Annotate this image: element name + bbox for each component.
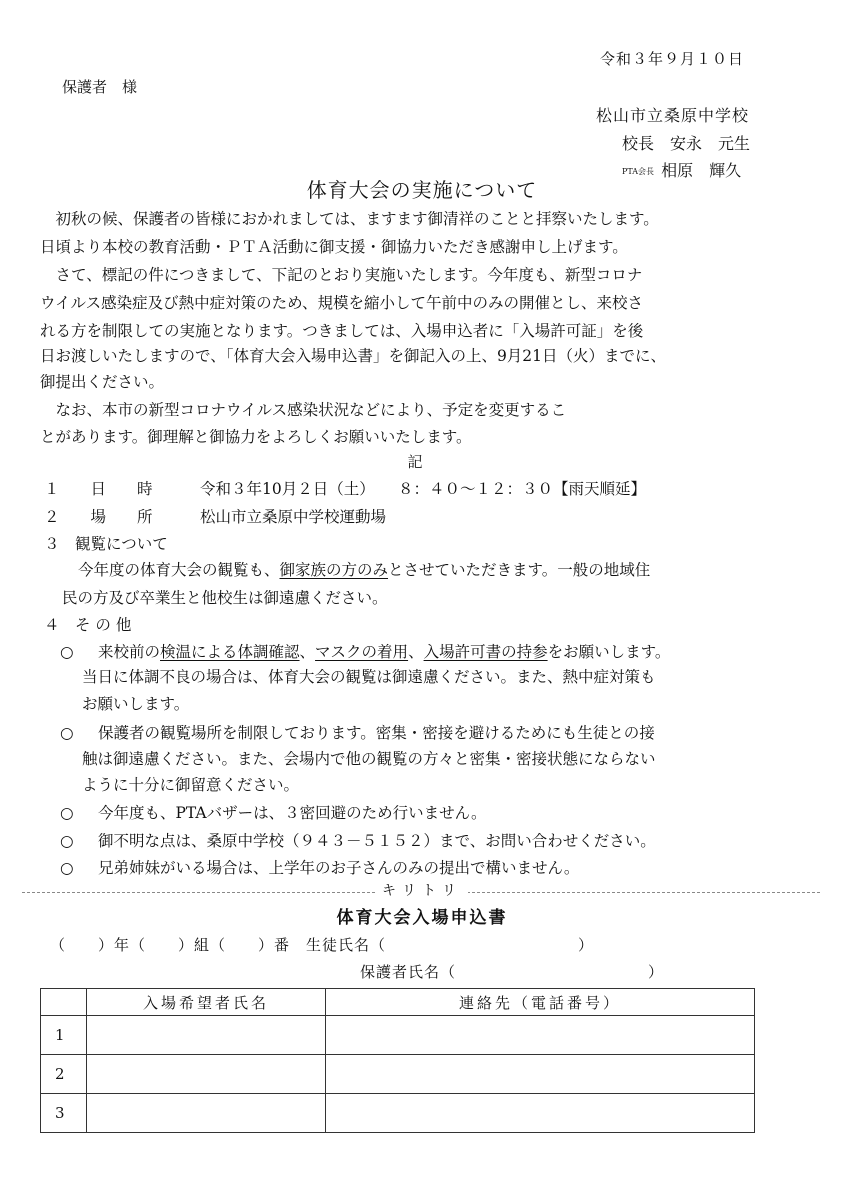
- body-line: 初秋の候、保護者の皆様におかれましては、ますます御清祥のことと拝察いたします。: [40, 210, 659, 228]
- student-info-line: （ ）年（ ）組（ ）番 生徒氏名（ ）: [50, 936, 595, 954]
- item3-line2: 民の方及び卒業生と他校生は御遠慮ください。: [62, 589, 388, 607]
- principal-name: 校長 安永 元生: [622, 134, 751, 153]
- form-title: 体育大会入場申込書: [336, 908, 508, 928]
- pta-label: PTA会長: [622, 167, 655, 176]
- body-line: さて、標記の件につきまして、下記のとおり実施いたします。今年度も、新型コロナ: [40, 266, 643, 284]
- bullet-icon: ○: [60, 859, 74, 877]
- bullet3: 今年度も、PTAバザーは、３密回避のため行いません。: [98, 804, 487, 822]
- contact-cell[interactable]: [326, 1016, 755, 1055]
- bullet-icon: ○: [60, 724, 74, 742]
- body-line: 日お渡しいたしますので、「体育大会入場申込書」を御記入の上、9月21日（火）までに、: [40, 347, 667, 365]
- guardian-name-line: 保護者氏名（ ）: [360, 963, 665, 981]
- table-header-contact: 連絡先（電話番号）: [326, 989, 755, 1016]
- item3-underlined: 御家族の方のみ: [279, 561, 389, 579]
- body-line: とがあります。御理解と御協力をよろしくお願いいたします。: [40, 428, 472, 446]
- bullet1-text: 、: [299, 643, 316, 661]
- item1-value: 令和３年10月２日（土） ８：４０～１２：３０【雨天順延】: [200, 480, 646, 498]
- table-row: [41, 1094, 755, 1133]
- bullet-icon: ○: [60, 643, 74, 661]
- table-row: [41, 1055, 755, 1094]
- item3-line1: [78, 563, 650, 579]
- bullet1-underlined: 入場許可書の持参: [423, 643, 548, 661]
- item3-text: 今年度の体育大会の観覧も、: [78, 561, 280, 579]
- bullet2-line1: 保護者の観覧場所を制限しております。密集・密接を避けるためにも生徒との接: [98, 724, 655, 742]
- table-header-row: [41, 989, 755, 1016]
- table-row: [41, 1016, 755, 1055]
- ki-heading: 記: [407, 453, 423, 471]
- recipient: 保護者 様: [62, 78, 138, 96]
- cut-label-text: キリトリ: [376, 883, 468, 899]
- bullet1-text: 来校前の: [98, 643, 161, 661]
- table-header-blank: [41, 989, 87, 1016]
- bullet1-underlined: 検温による体調確認: [160, 643, 300, 661]
- pta-name: 相原 輝久: [661, 161, 742, 180]
- application-table: [40, 988, 755, 1133]
- name-cell[interactable]: [87, 1094, 326, 1133]
- row-number: 3: [41, 1094, 87, 1133]
- bullet1-text: 、: [408, 643, 424, 661]
- name-cell[interactable]: [87, 1055, 326, 1094]
- item2-value: 松山市立桑原中学校運動場: [200, 508, 387, 526]
- bullet2-line2: 触は御遠慮ください。また、会場内で他の観覧の方々と密集・密接状態にならない: [82, 750, 656, 768]
- bullet5: 兄弟姉妹がいる場合は、上学年のお子さんのみの提出で構いません。: [98, 859, 580, 877]
- row-number: 2: [41, 1055, 87, 1094]
- bullet1-underlined: マスクの着用: [315, 643, 409, 661]
- body-line: ウイルス感染症及び熱中症対策のため、規模を縮小して午前中のみの開催とし、来校さ: [40, 294, 643, 312]
- bullet4: 御不明な点は、桑原中学校（９４３－５１５２）まで、お問い合わせください。: [98, 832, 656, 850]
- name-cell[interactable]: [87, 1016, 326, 1055]
- contact-cell[interactable]: [326, 1055, 755, 1094]
- page-title: 体育大会の実施について: [306, 178, 538, 202]
- table-header-name: 入場希望者氏名: [87, 989, 326, 1016]
- item3-label: ３ 観覧について: [44, 535, 168, 553]
- contact-cell[interactable]: [326, 1094, 755, 1133]
- bullet-icon: ○: [60, 804, 74, 822]
- bullet2-line3: ように十分に御留意ください。: [82, 776, 300, 794]
- pta-president: [622, 163, 741, 179]
- row-number: 1: [41, 1016, 87, 1055]
- item1-label: １ 日 時: [44, 480, 153, 498]
- body-line: 御提出ください。: [40, 373, 165, 391]
- cut-label: [0, 884, 844, 898]
- item3-text: とさせていただきます。一般の地域住: [388, 561, 651, 579]
- body-line: 日頃より本校の教育活動・ＰＴＡ活動に御支援・御協力いただき感謝申し上げます。: [40, 238, 628, 256]
- item4-label: ４ そ の 他: [44, 616, 132, 634]
- item2-label: ２ 場 所: [44, 508, 153, 526]
- bullet1-line3: お願いします。: [82, 695, 190, 713]
- bullet1-line1: [98, 645, 670, 661]
- school-name: 松山市立桑原中学校: [596, 106, 750, 125]
- body-line: れる方を制限しての実施となります。つきましては、入場申込者に「入場許可証」を後: [40, 322, 644, 340]
- bullet-icon: ○: [60, 832, 74, 850]
- bullet1-line2: 当日に体調不良の場合は、体育大会の観覧は御遠慮ください。また、熱中症対策も: [82, 668, 656, 686]
- bullet1-text: をお願いします。: [547, 643, 671, 661]
- document-date: 令和３年９月１０日: [600, 50, 745, 68]
- body-line: なお、本市の新型コロナウイルス感染状況などにより、予定を変更するこ: [40, 401, 567, 419]
